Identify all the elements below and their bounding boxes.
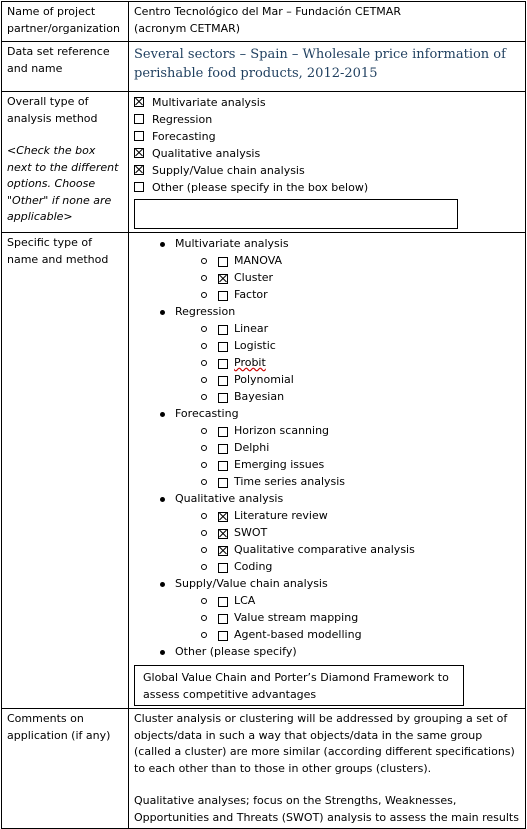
method-item-label: MANOVA [234,254,283,267]
overall-option-label: Other (please specify in the box below) [152,181,369,194]
method-item-label: Probit [234,356,266,369]
circle-bullet-icon [201,292,207,298]
method-item-row [134,627,520,644]
checkbox-icon[interactable] [134,131,144,141]
method-group [134,406,520,423]
project-acronym: (acronym CETMAR) [134,21,241,35]
overall-checkbox-list [134,95,520,197]
value-project [129,2,526,42]
bullet-icon [160,242,165,247]
checked-checkbox-icon[interactable] [134,148,144,158]
other-specify-field[interactable] [134,199,458,229]
method-item [134,321,520,338]
method-item-label: Cluster [234,271,274,284]
overall-option-label: Supply/Value chain analysis [152,164,305,177]
method-item [134,593,520,610]
overall-option [134,180,520,197]
checkbox-icon[interactable] [218,614,228,624]
method-item-row [134,593,520,610]
method-item-label: LCA [234,594,256,607]
method-group [134,304,520,321]
method-item [134,253,520,270]
method-group [134,491,520,508]
method-item [134,525,520,542]
method-item-label: Polynomial [234,373,294,386]
method-item-row [134,321,520,338]
checkbox-icon[interactable] [134,114,144,124]
overall-option [134,95,520,112]
circle-bullet-icon [201,513,207,519]
checkbox-icon[interactable] [218,444,228,454]
overall-hint: <Check the box next to the different options. Choose "Other" if none are applicable> [7,144,119,223]
method-item-label: Factor [234,288,268,301]
checkbox-icon[interactable] [218,291,228,301]
method-group-name: Supply/Value chain analysis [175,577,328,590]
checkbox-icon[interactable] [218,478,228,488]
method-group-name: Other (please specify) [175,645,297,658]
method-item [134,508,520,525]
method-item-label: Emerging issues [234,458,325,471]
method-item-label: Value stream mapping [234,611,359,624]
method-item [134,338,520,355]
label-overall: Overall type of analysis method [7,95,98,125]
circle-bullet-icon [201,615,207,621]
method-item-row [134,542,520,559]
checkbox-icon[interactable] [218,376,228,386]
circle-bullet-icon [201,360,207,366]
overall-option [134,146,520,163]
bullet-icon [160,310,165,315]
checked-checkbox-icon[interactable] [218,529,228,539]
circle-bullet-icon [201,428,207,434]
comments-paragraph-1: Cluster analysis or clustering will be addressed by grouping a set of objects/data in such a way that objects/data in the same group (called a cluster) are more similar (according different specifications) to each other than to those in other groups (clusters). [134,712,515,775]
bullet-icon [160,497,165,502]
overall-option-label: Regression [152,113,213,126]
method-group [134,644,520,661]
overall-option [134,129,520,146]
method-item [134,440,520,457]
method-item [134,627,520,644]
checked-checkbox-icon[interactable] [218,546,228,556]
circle-bullet-icon [201,632,207,638]
overall-options [129,92,526,233]
method-item [134,270,520,287]
checkbox-icon[interactable] [218,342,228,352]
method-item [134,457,520,474]
method-item-row [134,270,520,287]
overall-option [134,112,520,129]
circle-bullet-icon [201,258,207,264]
analysis-form-table [1,1,526,829]
method-item-row [134,457,520,474]
bullet-icon [160,650,165,655]
method-group-name: Regression [175,305,236,318]
method-item-label: Qualitative comparative analysis [234,543,415,556]
checked-checkbox-icon[interactable] [218,274,228,284]
overall-option-label: Multivariate analysis [152,96,266,109]
method-item-label: Literature review [234,509,328,522]
method-item-row [134,525,520,542]
specific-method-list [134,236,520,661]
method-item-label: Time series analysis [234,475,346,488]
checkbox-icon[interactable] [218,359,228,369]
label-dataset: Data set reference and name [2,42,129,92]
circle-bullet-icon [201,479,207,485]
overall-option [134,163,520,180]
method-item-label: Delphi [234,441,270,454]
method-item-row [134,389,520,406]
method-item-row [134,287,520,304]
circle-bullet-icon [201,394,207,400]
method-item [134,610,520,627]
method-item [134,542,520,559]
comments-cell [129,709,526,829]
circle-bullet-icon [201,598,207,604]
label-comments: Comments on application (if any) [2,709,129,829]
overall-option-label: Forecasting [152,130,216,143]
circle-bullet-icon [201,530,207,536]
method-item-row [134,559,520,576]
circle-bullet-icon [201,445,207,451]
checkbox-icon[interactable] [218,427,228,437]
method-item-row [134,338,520,355]
method-item-row [134,355,520,372]
checkbox-icon[interactable] [218,325,228,335]
method-group [134,236,520,253]
method-item-label: Bayesian [234,390,285,403]
row-overall [2,92,526,233]
method-item [134,474,520,491]
label-project: Name of project partner/organization [2,2,129,42]
method-item-row [134,610,520,627]
specific-cell [129,233,526,709]
checked-checkbox-icon[interactable] [134,165,144,175]
label-overall-cell [2,92,129,233]
dataset-value: Several sectors – Spain – Wholesale price information of perishable food products, 2012-2015 [134,47,506,81]
method-item-label: SWOT [234,526,268,539]
method-item [134,287,520,304]
circle-bullet-icon [201,275,207,281]
method-group-name: Multivariate analysis [175,237,289,250]
row-dataset [2,42,526,92]
comments-paragraph-2: Qualitative analyses; focus on the Strengths, Weaknesses, Opportunities and Threats (SWOT) analysis to assess the main results [134,794,519,824]
dataset-cell [129,42,526,92]
checkbox-icon[interactable] [218,257,228,267]
circle-bullet-icon [201,326,207,332]
method-group-name: Qualitative analysis [175,492,284,505]
other-specify-box[interactable] [134,665,464,706]
method-item-label: Linear [234,322,269,335]
method-item-label: Horizon scanning [234,424,330,437]
method-item-row [134,440,520,457]
method-item-label: Agent-based modelling [234,628,362,641]
label-specific: Specific type of name and method [2,233,129,709]
circle-bullet-icon [201,377,207,383]
other-specify-text: Global Value Chain and Porter’s Diamond Framework to assess competitive advantages [143,671,449,701]
method-item [134,355,520,372]
method-item [134,423,520,440]
bullet-icon [160,582,165,587]
circle-bullet-icon [201,462,207,468]
checked-checkbox-icon[interactable] [134,97,144,107]
method-item-row [134,508,520,525]
checkbox-icon[interactable] [134,182,144,192]
overall-option-label: Qualitative analysis [152,147,261,160]
checkbox-icon[interactable] [218,461,228,471]
circle-bullet-icon [201,564,207,570]
row-project [2,2,526,42]
method-item-row [134,474,520,491]
circle-bullet-icon [201,547,207,553]
method-item [134,559,520,576]
method-item-row [134,253,520,270]
checkbox-icon[interactable] [218,631,228,641]
method-group [134,576,520,593]
checkbox-icon[interactable] [218,393,228,403]
project-name: Centro Tecnológico del Mar – Fundación CETMAR [134,5,401,18]
method-item-label: Logistic [234,339,276,352]
method-item-label: Coding [234,560,273,573]
method-item-row [134,423,520,440]
checked-checkbox-icon[interactable] [218,512,228,522]
method-item-row [134,372,520,389]
bullet-icon [160,412,165,417]
checkbox-icon[interactable] [218,563,228,573]
method-group-name: Forecasting [175,407,239,420]
circle-bullet-icon [201,343,207,349]
method-item [134,372,520,389]
method-item [134,389,520,406]
row-comments [2,709,526,829]
checkbox-icon[interactable] [218,597,228,607]
row-specific [2,233,526,709]
